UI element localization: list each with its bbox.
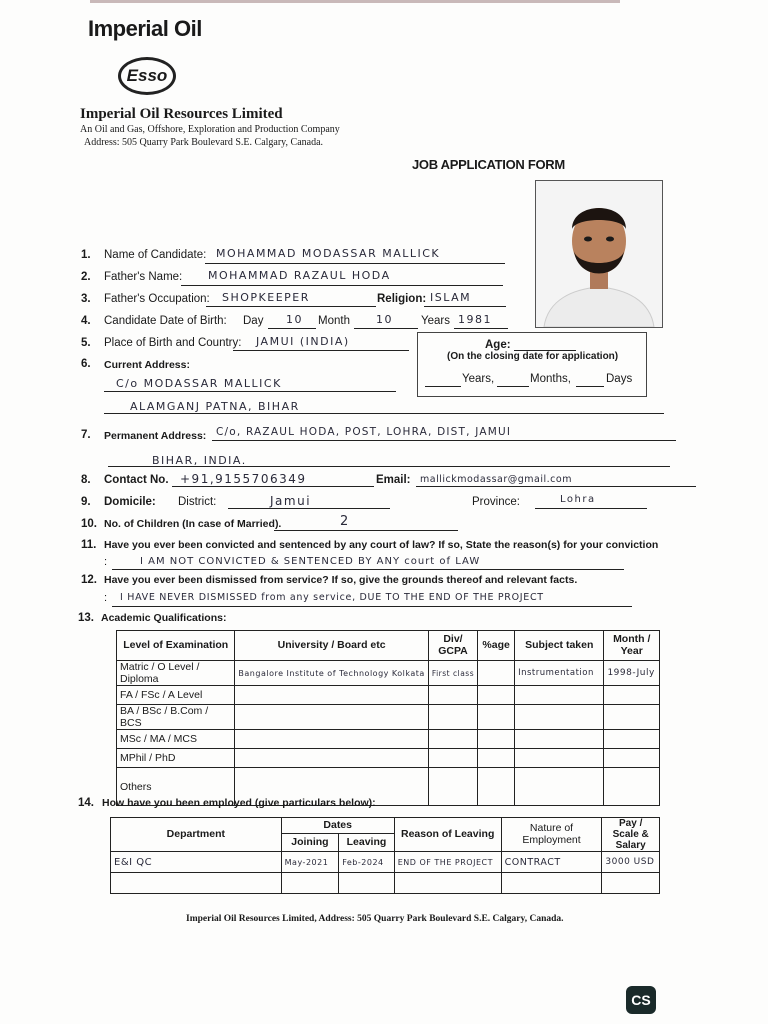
q14-number: 14. [78, 797, 94, 809]
header-month-year: Month / Year [604, 631, 660, 661]
religion-label: Religion: [377, 293, 427, 305]
dismissed-question: Have you ever been dismissed from service? If so, give the grounds thereof and relevant facts. [104, 574, 578, 586]
header-subject: Subject taken [515, 631, 604, 661]
row-div-cell[interactable] [428, 705, 477, 730]
header-level: Level of Examination [117, 631, 235, 661]
permanent-address-label: Permanent Address: [104, 430, 207, 442]
header-reason: Reason of Leaving [394, 818, 501, 852]
q4-number: 4. [81, 315, 91, 327]
convicted-underline [112, 569, 624, 570]
row-subject-cell[interactable] [515, 705, 604, 730]
current-address-underline2 [104, 413, 664, 414]
row-year-cell[interactable] [604, 730, 660, 749]
row-university-cell[interactable] [235, 749, 428, 768]
row-year-cell[interactable]: 1998-July [604, 661, 660, 686]
row-subject-cell[interactable]: Instrumentation [515, 661, 604, 686]
row-percentage-cell[interactable] [478, 705, 515, 730]
email-value[interactable]: mallickmodassar@gmail.com [420, 474, 572, 485]
age-years-blank [425, 386, 461, 387]
camscanner-badge-text: CS [631, 992, 651, 1008]
current-address-line1[interactable]: C/o MODASSAR MALLICK [116, 377, 282, 390]
employment-header-row [111, 818, 660, 834]
birthplace-label: Place of Birth and Country: [104, 337, 242, 349]
table-row [117, 686, 660, 705]
dob-years-underline [454, 328, 508, 329]
form-title: JOB APPLICATION FORM [412, 157, 565, 172]
candidate-photo [535, 180, 663, 328]
company-address: Address: 505 Quarry Park Boulevard S.E. Calgary, Canada. [84, 137, 324, 148]
row-university-cell[interactable]: Bangalore Institute of Technology Kolkata [235, 661, 428, 686]
header-dates: Dates [281, 818, 394, 834]
employment-department-cell[interactable]: E&I QC [111, 852, 282, 873]
brand-wordmark: Imperial Oil [88, 16, 202, 41]
father-name-underline [181, 285, 503, 286]
esso-logo [118, 57, 176, 95]
current-address-label: Current Address: [104, 359, 190, 371]
children-value[interactable]: 2 [340, 514, 350, 529]
row-level-label: Matric / O Level / Diploma [117, 661, 235, 686]
q12-number: 12. [81, 574, 97, 586]
row-div-cell[interactable] [428, 749, 477, 768]
permanent-address-underline2 [108, 466, 670, 467]
row-university-cell[interactable] [235, 730, 428, 749]
current-address-underline1 [104, 391, 396, 392]
q10-number: 10. [81, 518, 97, 530]
table-row [117, 705, 660, 730]
contact-value[interactable]: +91,9155706349 [180, 472, 307, 486]
q11-number: 11. [81, 539, 97, 551]
row-div-cell[interactable] [428, 730, 477, 749]
q13-number: 13. [78, 612, 94, 624]
dob-years-label: Years [421, 315, 450, 327]
employment-history-table [110, 817, 660, 894]
employment-leaving-cell[interactable]: Feb-2024 [339, 852, 395, 873]
district-underline [228, 508, 390, 509]
row-year-cell[interactable] [604, 749, 660, 768]
contact-label: Contact No. [104, 474, 169, 486]
row-level-label: Others [117, 768, 235, 806]
table-row [111, 852, 660, 873]
dob-day-underline [268, 328, 316, 329]
district-value[interactable]: Jamui [270, 494, 312, 508]
q5-number: 5. [81, 337, 91, 349]
q1-number: 1. [81, 249, 91, 261]
employment-department-cell[interactable] [111, 873, 282, 894]
page-footer: Imperial Oil Resources Limited, Address: 505 Quarry Park Boulevard S.E. Calgary, Canada. [186, 914, 564, 924]
header-percentage: %age [478, 631, 515, 661]
name-value[interactable]: MOHAMMAD MODASSAR MALLICK [216, 247, 441, 260]
header-nature: Nature of Employment [501, 818, 602, 852]
age-note: (On the closing date for application) [447, 351, 619, 362]
contact-underline [172, 486, 374, 487]
employment-pay-cell[interactable]: 3000 USD [602, 852, 660, 873]
province-label: Province: [472, 496, 520, 508]
row-percentage-cell[interactable] [478, 661, 515, 686]
row-level-label: FA / FSc / A Level [117, 686, 235, 705]
employment-joining-cell[interactable]: May-2021 [281, 852, 339, 873]
children-underline [274, 530, 458, 531]
company-name: Imperial Oil Resources Limited [80, 106, 283, 122]
camscanner-badge-icon [626, 986, 656, 1014]
row-div-cell[interactable] [428, 768, 477, 806]
row-div-cell[interactable]: First class [428, 661, 477, 686]
header-joining: Joining [281, 834, 339, 852]
age-label: Age: [485, 339, 511, 351]
children-label: No. of Children (In case of Married). [104, 518, 282, 530]
dob-years-value[interactable]: 1981 [458, 313, 492, 326]
employment-reason-cell[interactable] [394, 873, 501, 894]
father-name-label: Father's Name: [104, 271, 183, 283]
age-months-blank [497, 386, 529, 387]
row-level-label: BA / BSc / B.Com / BCS [117, 705, 235, 730]
dismissed-colon: : [104, 592, 108, 604]
current-address-line2[interactable]: ALAMGANJ PATNA, BIHAR [130, 400, 300, 413]
row-year-cell[interactable] [604, 705, 660, 730]
header-university: University / Board etc [235, 631, 428, 661]
row-div-cell[interactable] [428, 686, 477, 705]
province-value[interactable]: Lohra [560, 494, 596, 505]
row-university-cell[interactable] [235, 686, 428, 705]
father-occupation-underline [206, 306, 376, 307]
employment-nature-cell[interactable]: CONTRACT [501, 852, 602, 873]
employment-reason-cell[interactable]: END OF THE PROJECT [394, 852, 501, 873]
q2-number: 2. [81, 271, 91, 283]
convicted-colon: : [104, 556, 108, 568]
district-label: District: [178, 496, 217, 508]
employment-label: How have you been employed (give particulars below): [102, 797, 376, 809]
header-pay: Pay / Scale & Salary [602, 818, 660, 852]
employment-pay-cell[interactable] [602, 873, 660, 894]
religion-value[interactable]: ISLAM [430, 291, 472, 304]
convicted-question: Have you ever been convicted and sentenced by any court of law? If so, State the reason(s) for your conviction [104, 539, 659, 551]
employment-leaving-cell[interactable] [339, 873, 395, 894]
q3-number: 3. [81, 293, 91, 305]
table-row [117, 730, 660, 749]
age-years-label: Years, [462, 373, 495, 385]
dob-label: Candidate Date of Birth: [104, 315, 227, 327]
dob-month-value[interactable]: 10 [376, 313, 393, 326]
candidate-portrait-image [536, 181, 662, 327]
table-row [117, 661, 660, 686]
permanent-address-underline1 [212, 440, 676, 441]
age-days-label: Days [606, 373, 633, 385]
religion-underline [424, 306, 506, 307]
birthplace-value[interactable]: JAMUI (INDIA) [256, 335, 350, 348]
age-months-label: Months, [530, 373, 571, 385]
dob-day-label: Day [243, 315, 264, 327]
convicted-answer[interactable]: I AM NOT CONVICTED & SENTENCED BY ANY court of LAW [140, 556, 481, 567]
father-name-value[interactable]: MOHAMMAD RAZAUL HODA [208, 269, 391, 282]
q6-number: 6. [81, 358, 91, 370]
row-subject-cell[interactable] [515, 686, 604, 705]
row-subject-cell[interactable] [515, 749, 604, 768]
dob-month-underline [354, 328, 418, 329]
row-year-cell[interactable] [604, 768, 660, 806]
dob-month-label: Month [318, 315, 350, 327]
permanent-address-line1[interactable]: C/o, RAZAUL HODA, POST, LOHRA, DIST, JAMUI [216, 426, 512, 438]
company-tagline: An Oil and Gas, Offshore, Exploration and Production Company [80, 124, 340, 135]
academic-label: Academic Qualifications: [101, 612, 227, 624]
domicile-label: Domicile: [104, 496, 156, 508]
table-row [117, 749, 660, 768]
table-row [111, 873, 660, 894]
dismissed-underline [112, 606, 632, 607]
row-university-cell[interactable] [235, 705, 428, 730]
name-label: Name of Candidate: [104, 249, 207, 261]
age-days-blank [576, 386, 604, 387]
row-year-cell[interactable] [604, 686, 660, 705]
email-underline [416, 486, 696, 487]
row-level-label: MPhil / PhD [117, 749, 235, 768]
esso-logo-text: Esso [126, 66, 168, 85]
header-department: Department [111, 818, 282, 852]
father-occupation-value[interactable]: SHOPKEEPER [222, 291, 310, 304]
row-percentage-cell[interactable] [478, 768, 515, 806]
age-box [417, 332, 647, 397]
employment-nature-cell[interactable] [501, 873, 602, 894]
row-subject-cell[interactable] [515, 768, 604, 806]
employment-joining-cell[interactable] [281, 873, 339, 894]
email-label: Email: [376, 474, 411, 486]
row-percentage-cell[interactable] [478, 686, 515, 705]
row-percentage-cell[interactable] [478, 730, 515, 749]
q9-number: 9. [81, 496, 91, 508]
row-subject-cell[interactable] [515, 730, 604, 749]
province-underline [535, 508, 647, 509]
row-level-label: MSc / MA / MCS [117, 730, 235, 749]
header-div: Div/ GCPA [428, 631, 477, 661]
academic-qualifications-table [116, 630, 660, 806]
father-occupation-label: Father's Occupation: [104, 293, 210, 305]
q8-number: 8. [81, 474, 91, 486]
academic-header-row [117, 631, 660, 661]
dob-day-value[interactable]: 10 [286, 313, 303, 326]
q7-number: 7. [81, 429, 91, 441]
permanent-address-line2[interactable]: BIHAR, INDIA. [152, 454, 247, 467]
birthplace-underline [233, 350, 409, 351]
row-percentage-cell[interactable] [478, 749, 515, 768]
header-leaving: Leaving [339, 834, 395, 852]
scan-top-edge [90, 0, 620, 3]
name-underline [205, 263, 505, 264]
dismissed-answer[interactable]: I HAVE NEVER DISMISSED from any service, DUE TO THE END OF THE PROJECT [120, 592, 544, 603]
